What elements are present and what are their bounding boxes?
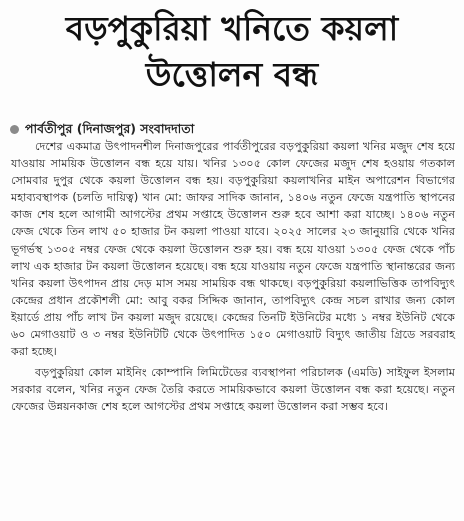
- byline-text: পার্বতীপুর (দিনাজপুর) সংবাদদাতা: [25, 121, 195, 136]
- bullet-icon: [10, 125, 19, 134]
- headline-line-2: উত্তোলন বন্ধ: [145, 55, 319, 94]
- headline: [0, 6, 464, 98]
- article-paragraph-2: বড়পুকুরিয়া কোল মাইনিং কোম্পানি লিমিটেডের ব্যবস্থাপনা পরিচালক (এমডি) সাইফুল ইসলাম সরকার বলেন, খনির নতুন ফেজ তৈরি করতে সাময়িকভাবে কয়লা উত্তোলন বন্ধ করা হয়েছে। নতুন ফেজের উন্নয়নকাজ শেষ হলে আগস্টের প্রথম সপ্তাহে কয়লা উত্তোলন করা সম্ভব হবে।: [11, 366, 455, 414]
- headline-line-1: বড়পুকুরিয়া খনিতে কয়লা: [65, 9, 399, 48]
- article-body: [11, 138, 455, 416]
- article-paragraph-1: দেশের একমাত্র উৎপাদনশীল দিনাজপুরের পার্বতীপুরের বড়পুকুরিয়া কয়লা খনির মজুদ শেষ হয়ে যাওয়ায় সাময়িক উত্তোলন বন্ধ হয়ে যায়। খনির ১৩০৫ কোল ফেজের মজুদ শেষ হওয়ায় গতকাল সোমবার দুপুর থেকে কয়লা উত্তোলন বন্ধ হয়। বড়পুকুরিয়া কয়লাখনির মাইন অপারেশন বিভাগের মহাব্যবস্থাপক (চলতি দায়িত্ব) খান মো: জাফর সাদিক জানান, ১৪০৬ নতুন ফেজে যন্ত্রপাতি স্থাপনের কাজ শেষ হলে আগামী আগস্টের প্রথম সপ্তাহে উত্তোলন শুরু হবে আশা করা যাচ্ছে। ১৪০৬ নতুন ফেজ থেকে তিন লাখ ৫০ হাজার টন কয়লা পাওয়া যাবে। ২০২৫ সালের ২৩ জানুয়ারি থেকে খনির ভূগর্ভস্থ ১৩০৫ নম্বর ফেজ থেকে কয়লা উত্তোলন শুরু হয়। বন্ধ হয়ে যাওয়া ১৩০৫ ফেজ থেকে পাঁচ লাখ এক হাজার টন কয়লা উত্তোলন হয়েছে। বন্ধ হয়ে যাওয়ায় নতুন ফেজে যন্ত্রপাতি স্থানান্তরের জন্য খনির কয়লা উৎপাদন প্রায় দেড় মাস সময় সাময়িক বন্ধ থাকছে। বড়পুকুরিয়া কয়লাভিত্তিক তাপবিদ্যুৎ কেন্দ্রের প্রধান প্রকৌশলী মো: আবু বকর সিদ্দিক জানান, তাপবিদ্যুৎ কেন্দ্র সচল রাখার জন্য কোল ইয়ার্ডে প্রায় পাঁচ লাখ টন কয়লা মজুদ রয়েছে। কেন্দ্রের তিনটি ইউনিটের মধ্যে ১ নম্বর ইউনিট থেকে ৬০ মেগাওয়াট ও ৩ নম্বর ইউনিটটি থেকে উৎপাদিত ১৫০ মেগাওয়াট বিদ্যুৎ জাতীয় গ্রিডে সরবরাহ করা হচ্ছে।: [11, 140, 455, 359]
